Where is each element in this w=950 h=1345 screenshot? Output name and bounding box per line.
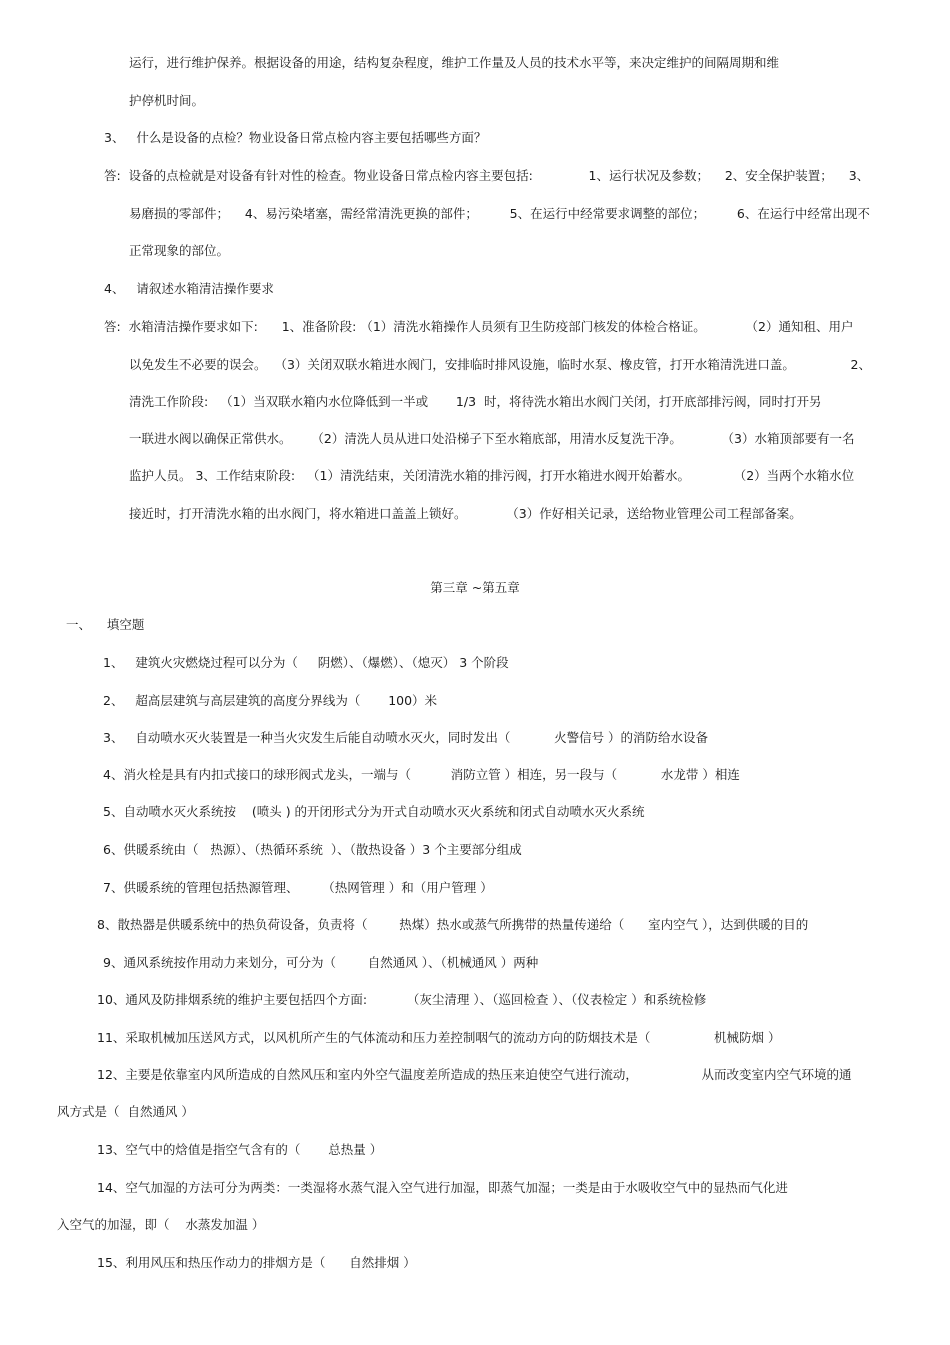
- fill-item-13: 13、空气中的焓值是指空气含有的（ 总热量 ）: [97, 1142, 383, 1157]
- fill-item-9: 9、通风系统按作用动力来划分，可分为（ 自然通风 ）、（机械通风 ）两种: [103, 955, 539, 970]
- answer-4-line-6: 接近时，打开清洗水箱的出水阀门，将水箱进口盖盖上锁好。 （3）作好相关记录，送给物业管理公司工程部备案。: [129, 506, 802, 521]
- answer-continuation-line-2: 护停机时间。: [129, 93, 205, 108]
- chapter-heading: 第三章 ~第五章: [430, 580, 520, 595]
- answer-3-line-3: 正常现象的部位。: [129, 243, 230, 258]
- section-heading: 一、 填空题: [66, 617, 145, 632]
- answer-4-line-2: 以免发生不必要的误会。 （3）关闭双联水箱进水阀门，安排临时排风设施，临时水泵、橡皮管，打开水箱清洗进口盖。 2、: [129, 357, 871, 372]
- fill-item-6: 6、供暖系统由（ 热源）、（热循环系统 ）、（散热设备 ）3 个主要部分组成: [103, 842, 522, 857]
- answer-4-line-5: 监护人员。 3、工作结束阶段: （1）清洗结束，关闭清洗水箱的排污阀，打开水箱进水阀开始蓄水。 （2）当两个水箱水位: [129, 468, 855, 483]
- fill-item-11: 11、采取机械加压送风方式，以风机所产生的气体流动和压力差控制咽气的流动方向的防烟技术是（ 机械防烟 ）: [97, 1030, 781, 1045]
- answer-3-line-1: 答: 设备的点检就是对设备有针对性的检查。物业设备日常点检内容主要包括: 1、运行状况及参数； 2、安全保护装置； 3、: [104, 168, 870, 183]
- answer-4-line-4: 一联进水阀以确保正常供水。 （2）清洗人员从进口处沿梯子下至水箱底部，用清水反复洗干净。 （3）水箱顶部要有一名: [129, 431, 855, 446]
- question-3: 3、 什么是设备的点检？物业设备日常点检内容主要包括哪些方面？: [104, 130, 487, 145]
- fill-item-12-line-2: 风方式是（ 自然通风 ）: [57, 1104, 194, 1119]
- fill-item-7: 7、供暖系统的管理包括热源管理、 （热网管理 ）和（用户管理 ）: [103, 880, 493, 895]
- fill-item-15: 15、利用风压和热压作动力的排烟方是（ 自然排烟 ）: [97, 1255, 416, 1270]
- fill-item-10: 10、通风及防排烟系统的维护主要包括四个方面: （灰尘清理 ）、（巡回检查 ）、（仪表检定 ）和系统检修: [97, 992, 707, 1007]
- answer-continuation-line-1: 运行，进行维护保养。根据设备的用途，结构复杂程度，维护工作量及人员的技术水平等，来决定维护的间隔周期和维: [129, 55, 780, 70]
- fill-item-14-line-2: 入空气的加湿，即（ 水蒸发加温 ）: [57, 1217, 265, 1232]
- answer-4-line-1: 答: 水箱清洁操作要求如下: 1、准备阶段: （1）清洗水箱操作人员须有卫生防疫部门核发的体检合格证。 （2）通知租、用户: [104, 319, 854, 334]
- fill-item-1: 1、 建筑火灾燃烧过程可以分为（ 阴燃）、（爆燃）、（熄灭） 3 个阶段: [103, 655, 509, 670]
- fill-item-5: 5、自动喷水灭火系统按 (喷头 ) 的开闭形式分为开式自动喷水灭火系统和闭式自动喷水灭火系统: [103, 804, 645, 819]
- fill-item-14-line-1: 14、空气加湿的方法可分为两类：一类湿将水蒸气混入空气进行加湿，即蒸气加湿；一类是由于水吸收空气中的显热而气化进: [97, 1180, 788, 1195]
- fill-item-4: 4、消火栓是具有内扣式接口的球形阀式龙头，一端与（ 消防立管 ）相连，另一段与（ 水龙带 ）相连: [103, 767, 740, 782]
- fill-item-8: 8、散热器是供暖系统中的热负荷设备，负责将（ 热煤）热水或蒸气所携带的热量传递给（ 室内空气 ），达到供暖的目的: [97, 917, 809, 932]
- fill-item-2: 2、 超高层建筑与高层建筑的高度分界线为（ 100）米: [103, 693, 438, 708]
- question-4: 4、 请叙述水箱清洁操作要求: [104, 281, 274, 296]
- answer-4-line-3: 清洗工作阶段: （1）当双联水箱内水位降低到一半或 1/3 时，将待洗水箱出水阀门关闭，打开底部排污阀，同时打开另: [129, 394, 822, 409]
- fill-item-3: 3、 自动喷水灭火装置是一种当火灾发生后能自动喷水灭火，同时发出（ 火警信号 ）的消防给水设备: [103, 730, 709, 745]
- answer-3-line-2: 易磨损的零部件； 4、易污染堵塞，需经常清洗更换的部件； 5、在运行中经常要求调整的部位； 6、在运行中经常出现不: [129, 206, 870, 221]
- fill-item-12-line-1: 12、主要是依靠室内风所造成的自然风压和室内外空气温度差所造成的热压来迫使空气进行流动， 从而改变室内空气环境的通: [97, 1067, 852, 1082]
